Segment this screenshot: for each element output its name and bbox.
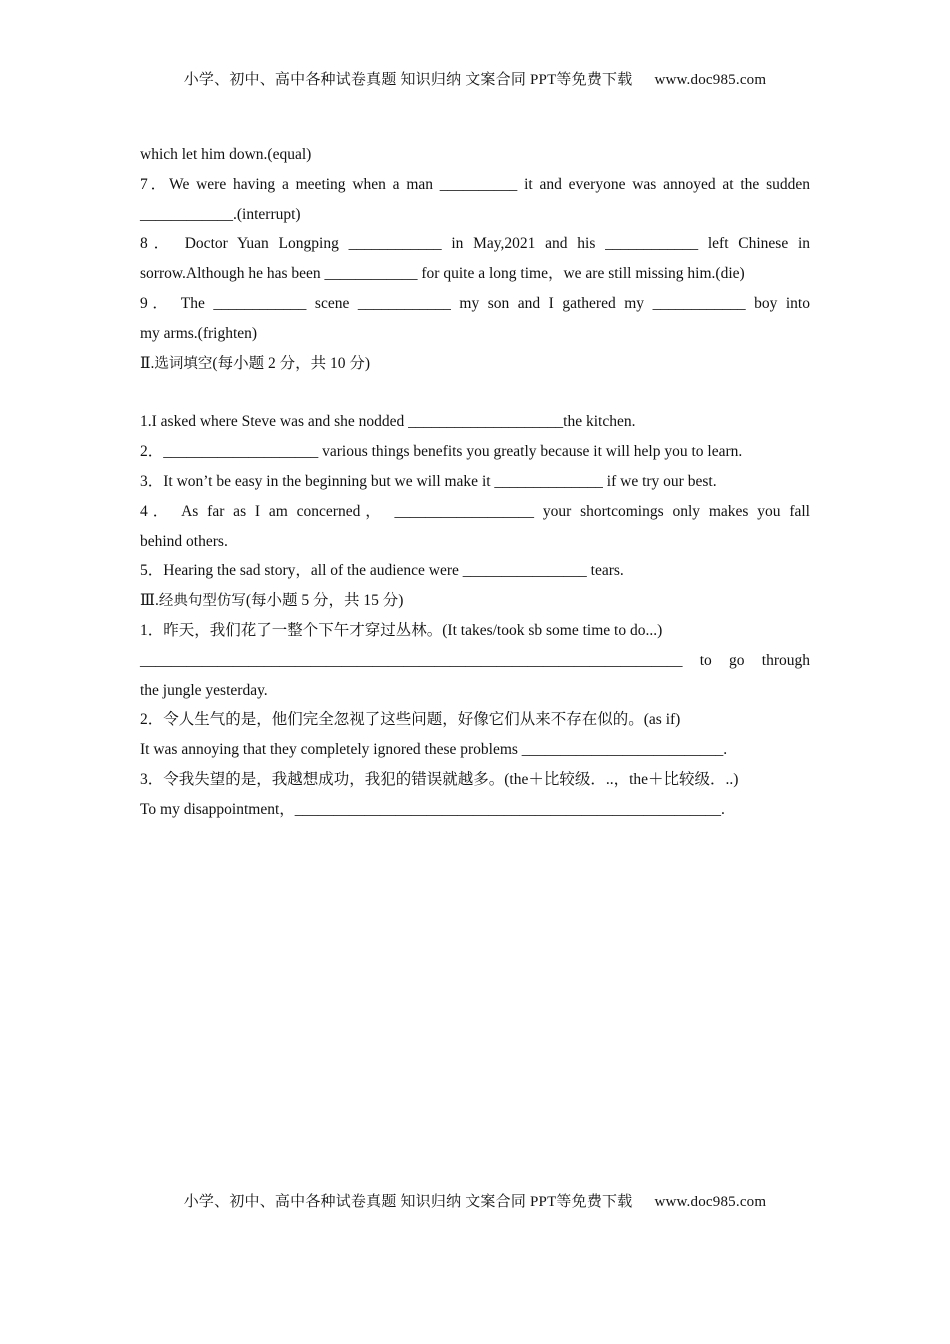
header-site: www.doc985.com	[654, 72, 767, 88]
text-line: sorrow.Although he has been ____________ for quite a long time，we are still missing him.(die)	[140, 265, 745, 283]
text-line: my arms.(frighten)	[140, 324, 258, 342]
text-line: which let him down.(equal)	[140, 146, 312, 163]
exercise-content	[140, 140, 810, 825]
question-7: 7．We were having a meeting when a man __________ it and everyone was annoyed at the sudden	[140, 175, 810, 193]
footer-site: www.doc985.com	[654, 1194, 767, 1210]
answer-line: It was annoying that they completely ignored these problems __________________________.	[140, 741, 728, 759]
answer-line: To my disappointment，_______________________________________________________.	[140, 800, 725, 818]
question-9: 9． The ____________ scene ____________ my son and I gathered my ____________ boy into	[140, 294, 810, 312]
section-2-title: 选词填空	[154, 355, 213, 372]
section-3-title: 经典句型仿写	[158, 593, 246, 610]
fill-question-4: 4． As far as I am concerned， __________________ your shortcomings only makes you fall	[140, 502, 810, 520]
text-line: the jungle yesterday.	[140, 681, 268, 699]
text-line: behind others.	[140, 532, 228, 550]
text-line: ____________.(interrupt)	[140, 205, 301, 223]
spacer	[140, 378, 810, 407]
page-footer	[0, 1190, 950, 1211]
section-3-heading: Ⅲ.经典句型仿写(每小题 5 分，共 15 分)	[140, 592, 404, 610]
fill-question-2: 2．____________________ various things benefits you greatly because it will help you to learn.	[140, 443, 743, 461]
sentence-question-3: 3．令我失望的是，我越想成功，我犯的错误就越多。(the＋比较级．..，the＋比较级．..)	[140, 770, 739, 788]
question-8: 8． Doctor Yuan Longping ____________ in May,2021 and his ____________ left Chinese in	[140, 235, 810, 253]
page-header	[0, 68, 950, 89]
header-text: 小学、初中、高中各种试卷真题 知识归纳 文案合同 PPT等免费下载	[183, 72, 633, 88]
fill-question-5: 5．Hearing the sad story，all of the audience were ________________ tears.	[140, 562, 624, 580]
section-2-heading: Ⅱ.选词填空(每小题 2 分，共 10 分)	[140, 354, 370, 372]
answer-line: ______________________________________________________________________ to go through	[140, 651, 810, 669]
fill-question-1: 1.I asked where Steve was and she nodded ____________________the kitchen.	[140, 413, 636, 431]
fill-question-3: 3．It won’t be easy in the beginning but we will make it ______________ if we try our best.	[140, 472, 717, 490]
footer-text: 小学、初中、高中各种试卷真题 知识归纳 文案合同 PPT等免费下载	[183, 1194, 633, 1210]
sentence-question-2: 2．令人生气的是，他们完全忽视了这些问题，好像它们从来不存在似的。(as if)	[140, 711, 681, 729]
sentence-question-1: 1．昨天，我们花了一整个下午才穿过丛林。(It takes/took sb some time to do...)	[140, 621, 663, 639]
